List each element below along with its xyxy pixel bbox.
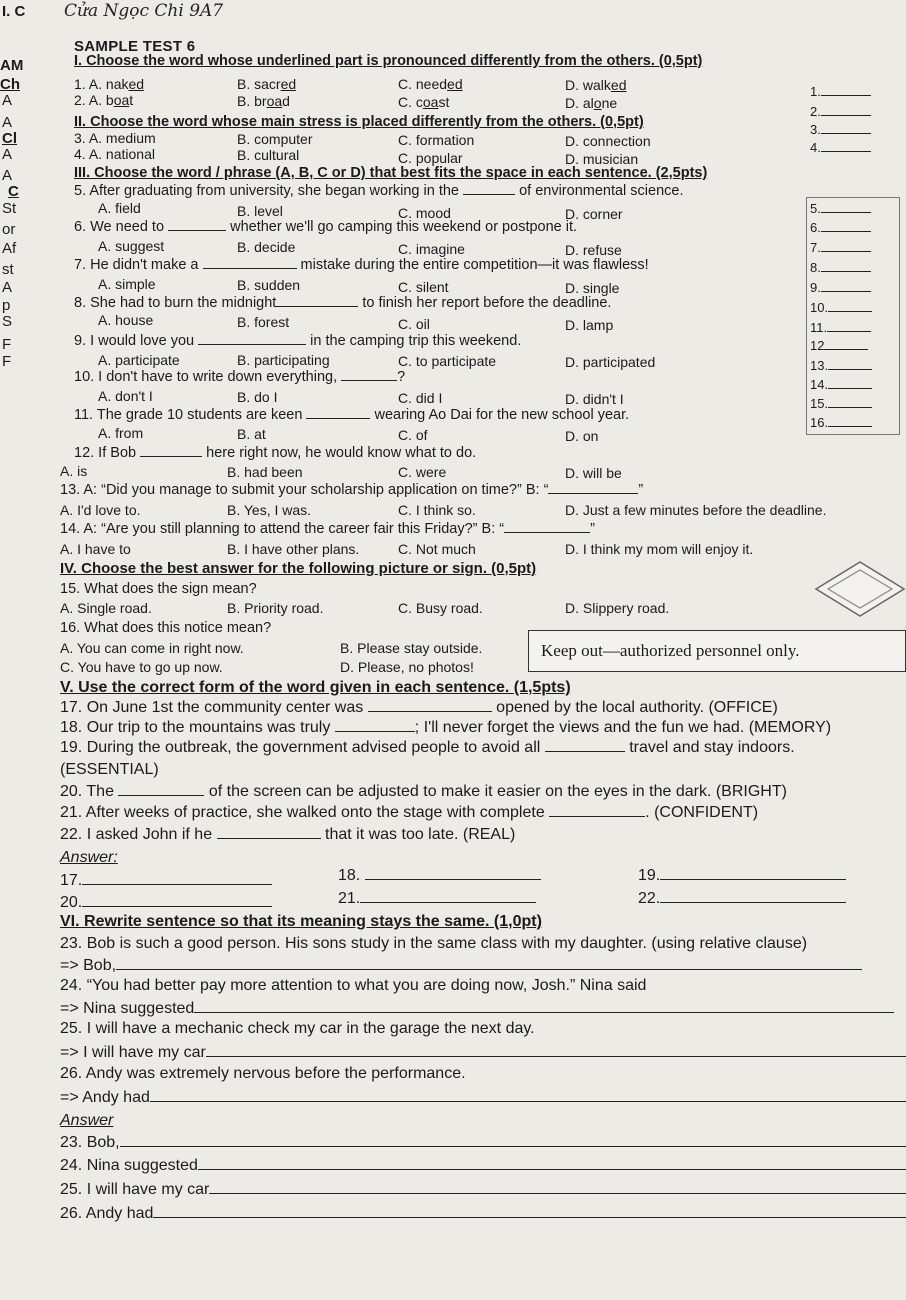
margin-fragment: F: [2, 336, 12, 353]
section-6-heading: VI. Rewrite sentence so that its meaning stays the same. (1,0pt): [60, 913, 542, 930]
q16-option-c: C. You have to go up now.: [60, 659, 223, 675]
q11-stem: 11. The grade 10 students are keen wearing Ao Dai for the new school year.: [74, 407, 630, 423]
q6-option-d: D. refuse: [565, 242, 622, 258]
margin-fragment: Cl: [2, 130, 17, 147]
q16-option-b: B. Please stay outside.: [340, 640, 483, 656]
q13-option-b: B. Yes, I was.: [227, 502, 312, 518]
q2-option-c: C. coast: [398, 94, 450, 110]
q7-option-c: C. silent: [398, 279, 449, 295]
margin-fragment: AM: [0, 57, 24, 74]
q25-prompt: => I will have my car: [60, 1045, 906, 1062]
q12-option-a: A. is: [60, 463, 88, 479]
section-2-heading: II. Choose the word whose main stress is placed differently from the others. (0,5pt): [74, 114, 644, 130]
q2-option-b: B. broad: [237, 93, 290, 109]
q4-option-d: D. musician: [565, 151, 639, 167]
answer-slot-7: 7.: [810, 240, 871, 255]
q11-option-a: A. from: [98, 425, 144, 441]
q3-option-b: B. computer: [237, 131, 313, 147]
margin-fragment: st: [2, 261, 14, 278]
q9-option-c: C. to participate: [398, 353, 497, 369]
q4-option-c: C. popular: [398, 150, 463, 166]
answer-slot-12: 12: [810, 338, 868, 353]
q13-stem: 13. A: “Did you manage to submit your scholarship application on time?” B: “ ”: [60, 482, 644, 498]
section-5-heading: V. Use the correct form of the word given in each sentence. (1,5pts): [60, 679, 571, 696]
q15-option-a: A. Single road.: [60, 600, 152, 616]
q8-option-d: D. lamp: [565, 317, 614, 333]
q3-option-d: D. connection: [565, 133, 651, 149]
q25-stem: 25. I will have a mechanic check my car in the garage the next day.: [60, 1020, 535, 1037]
margin-fragment: F: [2, 353, 12, 370]
q7-option-b: B. sudden: [237, 277, 301, 293]
q14-option-b: B. I have other plans.: [227, 541, 360, 557]
q6-option-c: C. imagine: [398, 241, 465, 257]
q17-stem: 17. On June 1st the community center was opened by the local authority. (OFFICE): [60, 699, 778, 716]
q9-stem: 9. I would love you in the camping trip this weekend.: [74, 333, 522, 349]
q12-option-c: C. were: [398, 464, 447, 480]
answer-slot-5: 5.: [810, 201, 871, 216]
answer-24: 24. Nina suggested: [60, 1158, 906, 1175]
q10-option-d: D. didn't I: [565, 391, 624, 407]
answer-slot-4: 4.: [810, 140, 871, 155]
answer-slot-9: 9.: [810, 280, 871, 295]
q16-stem: 16. What does this notice mean?: [60, 620, 272, 636]
margin-fragment: C: [8, 183, 19, 200]
q16-option-d: D. Please, no photos!: [340, 659, 474, 675]
section-1-heading: I. Choose the word whose underlined part is pronounced differently from the others. (0,5pt): [74, 53, 703, 69]
q16-option-a: A. You can come in right now.: [60, 640, 244, 656]
q5-option-b: B. level: [237, 203, 283, 219]
answer-slot-6: 6.: [810, 220, 871, 235]
q6-option-a: A. suggest: [98, 238, 165, 254]
road-sign-image: [812, 560, 906, 618]
q3-option-a: 3. A. medium: [74, 130, 156, 146]
answer-slot-14: 14.: [810, 377, 872, 392]
q9-option-a: A. participate: [98, 352, 180, 368]
margin-fragment: or: [2, 221, 16, 238]
section-4-heading: IV. Choose the best answer for the following picture or sign. (0,5pt): [60, 560, 537, 577]
answer-slot-10: 10.: [810, 300, 872, 315]
q14-option-d: D. I think my mom will enjoy it.: [565, 541, 754, 557]
q9-option-d: D. participated: [565, 354, 656, 370]
q7-option-d: D. single: [565, 280, 620, 296]
margin-fragment: p: [2, 297, 11, 314]
q1-option-a: 1. A. naked: [74, 76, 145, 92]
margin-fragment: St: [2, 200, 17, 217]
q7-stem: 7. He didn't make a mistake during the entire competition—it was flawless!: [74, 257, 649, 273]
q8-option-a: A. house: [98, 312, 154, 328]
q18-stem: 18. Our trip to the mountains was truly ; I'll never forget the views and the fun we had. (MEMORY): [60, 719, 832, 736]
margin-fragment: S: [2, 313, 13, 330]
notice-sign: [528, 630, 906, 672]
q10-option-a: A. don't I: [98, 388, 153, 404]
notice-text: Keep out—authorized personnel only.: [541, 641, 800, 660]
q14-stem: 14. A: “Are you still planning to attend the career fair this Friday?” B: “ ”: [60, 521, 595, 537]
answer-slot-13: 13.: [810, 358, 872, 373]
section-5-answer-label: Answer:: [60, 849, 118, 866]
q24-prompt: => Nina suggested: [60, 1001, 894, 1018]
answer-19: 19.: [638, 868, 846, 885]
q10-option-b: B. do I: [237, 389, 278, 405]
q5-option-a: A. field: [98, 200, 141, 216]
margin-fragment: Ch: [0, 76, 20, 93]
answer-26: 26. Andy had: [60, 1206, 906, 1223]
q21-stem: 21. After weeks of practice, she walked onto the stage with complete . (CONFIDENT): [60, 804, 759, 821]
q12-option-b: B. had been: [227, 464, 303, 480]
q10-option-c: C. did I: [398, 390, 443, 406]
q24-stem: 24. “You had better pay more attention to what you are doing now, Josh.” Nina said: [60, 977, 647, 994]
q23-prompt: => Bob,: [60, 958, 862, 975]
q26-prompt: => Andy had: [60, 1090, 906, 1107]
answer-17: 17.: [60, 873, 272, 890]
page-corner-label: I. C: [2, 3, 26, 20]
q20-stem: 20. The of the screen can be adjusted to make it easier on the eyes in the dark. (BRIGHT): [60, 783, 787, 800]
q13-option-d: D. Just a few minutes before the deadline.: [565, 502, 827, 518]
q19-cue: (ESSENTIAL): [60, 761, 159, 778]
answer-slot-16: 16.: [810, 415, 872, 430]
margin-fragment: A: [2, 92, 13, 109]
q4-option-a: 4. A. national: [74, 146, 155, 162]
answer-23: 23. Bob,: [60, 1135, 906, 1152]
q26-stem: 26. Andy was extremely nervous before the performance.: [60, 1065, 466, 1082]
q4-option-b: B. cultural: [237, 147, 300, 163]
q5-option-d: D. corner: [565, 206, 623, 222]
q8-option-b: B. forest: [237, 314, 290, 330]
answer-slot-3: 3.: [810, 122, 871, 137]
q8-stem: 8. She had to burn the midnight to finish her report before the deadline.: [74, 295, 612, 311]
margin-fragment: Af: [2, 240, 17, 257]
answer-slot-8: 8.: [810, 260, 871, 275]
answer-slot-1: 1.: [810, 84, 871, 99]
q22-stem: 22. I asked John if he that it was too late. (REAL): [60, 826, 516, 843]
q23-stem: 23. Bob is such a good person. His sons study in the same class with my daughter. (using relative clause): [60, 935, 808, 952]
section-6-answer-label: Answer: [60, 1112, 114, 1129]
q5-option-c: C. mood: [398, 205, 451, 221]
page-title: SAMPLE TEST 6: [74, 38, 196, 55]
answer-slot-15: 15.: [810, 396, 872, 411]
margin-fragment: A: [2, 167, 13, 184]
margin-fragment: A: [2, 279, 13, 296]
q19-stem: 19. During the outbreak, the government advised people to avoid all travel and stay indoors.: [60, 739, 795, 756]
handwritten-name: Cửa Ngọc Chi 9A7: [64, 1, 224, 21]
q11-option-d: D. on: [565, 428, 599, 444]
q2-option-a: 2. A. boat: [74, 92, 134, 108]
margin-fragment: A: [2, 146, 13, 163]
answer-21: 21.: [338, 891, 536, 908]
q3-option-c: C. formation: [398, 132, 475, 148]
q12-option-d: D. will be: [565, 465, 622, 481]
q14-option-a: A. I have to: [60, 541, 131, 557]
answer-18: 18.: [338, 868, 541, 885]
q5-stem: 5. After graduating from university, she began working in the of environmental science.: [74, 183, 684, 199]
answer-22: 22.: [638, 891, 846, 908]
q11-option-b: B. at: [237, 426, 266, 442]
q7-option-a: A. simple: [98, 276, 156, 292]
q15-option-b: B. Priority road.: [227, 600, 324, 616]
q9-option-b: B. participating: [237, 352, 330, 368]
q12-stem: 12. If Bob here right now, he would know what to do.: [74, 445, 477, 461]
q1-option-d: D. walked: [565, 77, 627, 93]
priority-road-sign-icon: [812, 560, 906, 618]
q13-option-c: C. I think so.: [398, 502, 476, 518]
q1-option-b: B. sacred: [237, 76, 297, 92]
q8-option-c: C. oil: [398, 316, 430, 332]
margin-fragment: A: [2, 114, 13, 131]
answer-slot-11: 11.: [810, 320, 871, 335]
answer-20: 20.: [60, 895, 272, 912]
q1-option-c: C. needed: [398, 76, 463, 92]
q14-option-c: C. Not much: [398, 541, 476, 557]
q11-option-c: C. of: [398, 427, 428, 443]
answer-25: 25. I will have my car: [60, 1182, 906, 1199]
q15-stem: 15. What does the sign mean?: [60, 581, 257, 597]
q13-option-a: A. I'd love to.: [60, 502, 141, 518]
section-3-heading: III. Choose the word / phrase (A, B, C or D) that best fits the space in each sentence. (2,5pts): [74, 165, 708, 181]
q15-option-d: D. Slippery road.: [565, 600, 670, 616]
q6-option-b: B. decide: [237, 239, 296, 255]
q10-stem: 10. I don't have to write down everything, ?: [74, 369, 406, 385]
answer-slot-2: 2.: [810, 104, 871, 119]
q15-option-c: C. Busy road.: [398, 600, 483, 616]
q6-stem: 6. We need to whether we'll go camping this weekend or postpone it.: [74, 219, 578, 235]
q2-option-d: D. alone: [565, 95, 618, 111]
